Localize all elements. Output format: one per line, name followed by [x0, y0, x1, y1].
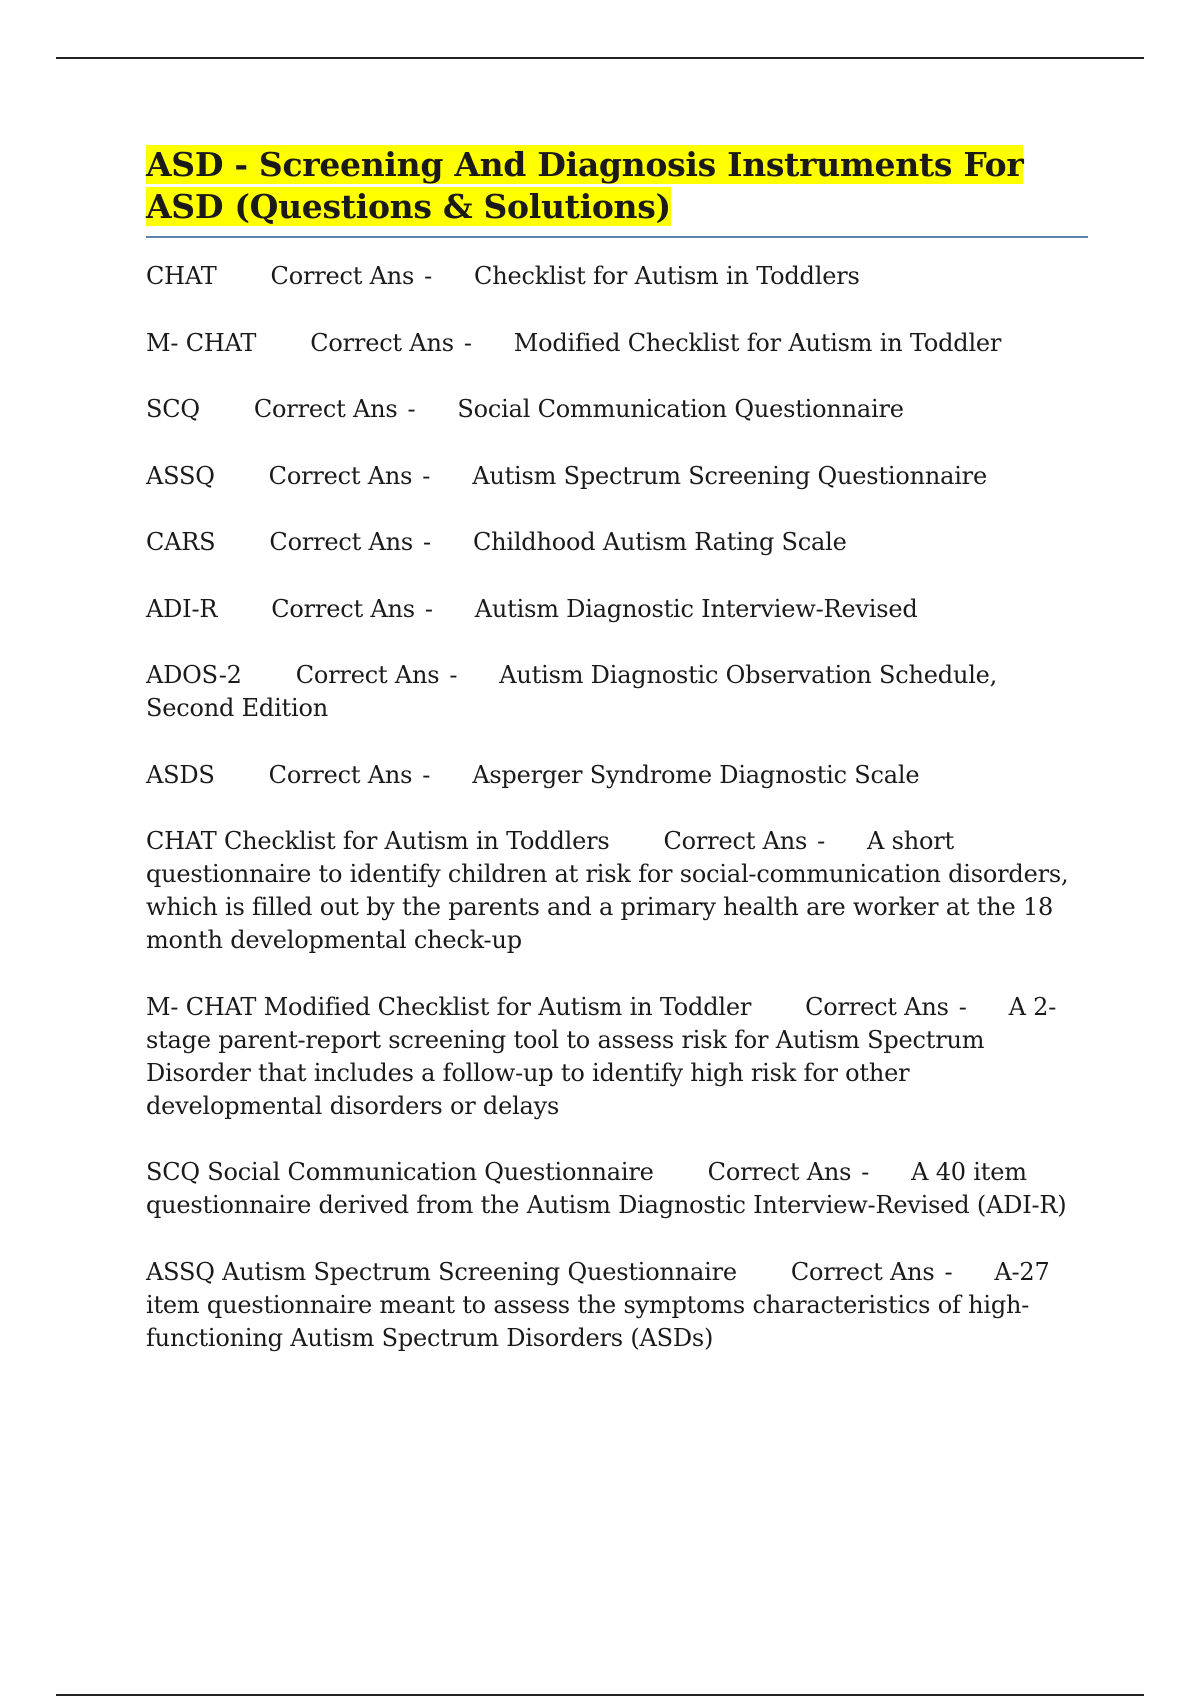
qa-entry — [146, 991, 1088, 1123]
qa-entry — [146, 393, 1088, 426]
entry-answer: Autism Spectrum Screening Questionnaire — [472, 461, 987, 490]
correct-ans-label: Correct Ans — [295, 661, 440, 689]
qa-list — [146, 260, 1088, 1355]
separator: - — [958, 992, 967, 1021]
entry-term: ASSQ — [146, 461, 215, 490]
separator: - — [422, 461, 431, 490]
correct-ans-label: Correct Ans — [663, 827, 808, 855]
separator: - — [424, 262, 433, 290]
correct-ans-label: Correct Ans — [271, 594, 415, 623]
entry-answer: Checklist for Autism in Toddlers — [474, 262, 860, 290]
qa-entry — [146, 327, 1088, 360]
separator: - — [424, 594, 433, 623]
correct-ans-label: Correct Ans — [805, 992, 949, 1021]
entry-term: ADOS-2 — [146, 661, 242, 689]
separator: - — [423, 528, 431, 556]
entry-term: ASDS — [146, 760, 215, 789]
title-highlight: ASD - Screening And Diagnosis Instruments For ASD (Questions & Solutions) — [146, 145, 1024, 226]
correct-ans-label: Correct Ans — [707, 1158, 852, 1186]
entry-term: ADI-R — [146, 594, 218, 623]
header-rule — [56, 57, 1144, 59]
separator: - — [944, 1257, 953, 1286]
qa-entry — [146, 659, 1088, 725]
qa-entry — [146, 526, 1088, 559]
entry-answer: A 2-stage parent-report screening tool to assess risk for Autism Spectrum Disorder that includes a follow-up to identify high risk for other developmental disorders or delays — [146, 992, 1057, 1120]
entry-term: CHAT Checklist for Autism in Toddlers — [146, 827, 610, 855]
qa-entry — [146, 759, 1088, 792]
correct-ans-label: Correct Ans — [268, 461, 413, 490]
separator: - — [422, 760, 431, 789]
entry-term: SCQ — [146, 395, 200, 423]
document-body — [146, 144, 1088, 1388]
separator: - — [817, 827, 826, 855]
entry-answer: A 40 item questionnaire derived from the Autism Diagnostic Interview-Revised (ADI-R) — [146, 1158, 1067, 1219]
correct-ans-label: Correct Ans — [268, 760, 413, 789]
qa-entry — [146, 593, 1088, 626]
qa-entry — [146, 1256, 1088, 1355]
entry-term: M- CHAT Modified Checklist for Autism in Toddler — [146, 992, 752, 1021]
footer-rule — [56, 1694, 1144, 1696]
entry-term: ASSQ Autism Spectrum Screening Questionnaire — [146, 1257, 737, 1286]
entry-answer: A-27 item questionnaire meant to assess the symptoms characteristics of high-functioning Autism Spectrum Disorders (ASDs) — [146, 1257, 1050, 1352]
entry-answer: A short questionnaire to identify children at risk for social-communication disorders, which is filled out by the parents and a primary health are worker at the 18 month developmental check-up — [146, 827, 1069, 954]
qa-entry — [146, 460, 1088, 493]
entry-answer: Autism Diagnostic Interview-Revised — [474, 594, 918, 623]
entry-answer: Asperger Syndrome Diagnostic Scale — [472, 760, 920, 789]
separator: - — [463, 328, 472, 357]
correct-ans-label: Correct Ans — [270, 262, 415, 290]
entry-answer: Autism Diagnostic Observation Schedule, Second Edition — [146, 661, 998, 722]
qa-entry — [146, 825, 1088, 957]
qa-entry — [146, 260, 1088, 293]
separator: - — [449, 661, 458, 689]
separator: - — [861, 1158, 870, 1186]
entry-answer: Social Communication Questionnaire — [457, 395, 904, 423]
separator: - — [407, 395, 416, 423]
correct-ans-label: Correct Ans — [253, 395, 398, 423]
correct-ans-label: Correct Ans — [269, 528, 414, 556]
qa-entry — [146, 1156, 1088, 1222]
entry-term: CHAT — [146, 262, 217, 290]
correct-ans-label: Correct Ans — [310, 328, 454, 357]
entry-term: CARS — [146, 528, 216, 556]
entry-term: M- CHAT — [146, 328, 257, 357]
entry-answer: Modified Checklist for Autism in Toddler — [513, 328, 1002, 357]
entry-answer: Childhood Autism Rating Scale — [472, 528, 847, 556]
document-title — [146, 144, 1088, 238]
correct-ans-label: Correct Ans — [790, 1257, 935, 1286]
entry-term: SCQ Social Communication Questionnaire — [146, 1158, 654, 1186]
